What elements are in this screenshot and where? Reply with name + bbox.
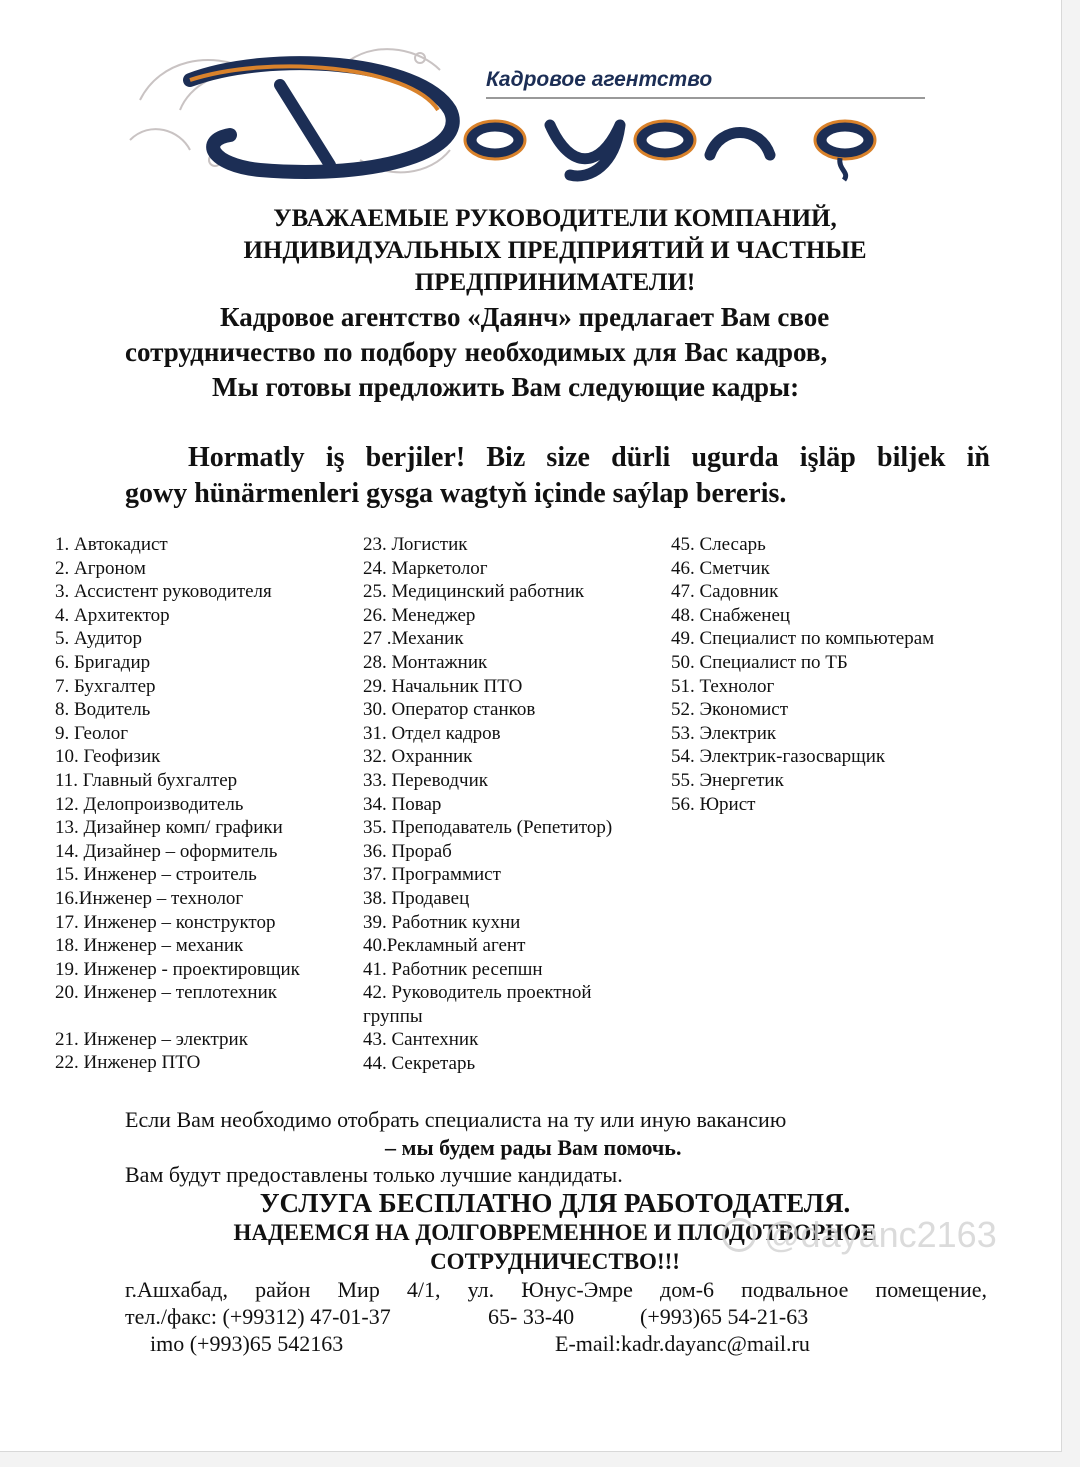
list-item: 33. Переводчик <box>363 769 489 791</box>
list-item: 2. Агроном <box>55 557 146 579</box>
list-item: 48. Снабженец <box>671 604 791 626</box>
free-service-heading: УСЛУГА БЕСПЛАТНО ДЛЯ РАБОТОДАТЕЛЯ. <box>259 1188 851 1218</box>
camera-icon <box>722 1218 756 1252</box>
list-item: 27 .Механик <box>363 628 464 650</box>
list-item: 31. Отдел кадров <box>363 722 501 744</box>
list-item: 24. Маркетолог <box>363 557 488 579</box>
list-item: 11. Главный бухгалтер <box>55 769 238 791</box>
footer-need-text: Если Вам необходимо отобрать специалиста на ту или иную вакансию <box>125 1107 787 1132</box>
list-item: 22. Инженер ПТО <box>55 1052 201 1074</box>
list-item: 25. Медицинский работник <box>363 581 585 603</box>
list-item: 23. Логистик <box>363 534 468 555</box>
list-item: 1. Автокадист <box>55 534 168 555</box>
list-item: 30. Оператор станков <box>363 699 536 721</box>
list-item: 51. Технолог <box>671 675 775 697</box>
footer-best-text: Вам будут предоставлены только лучшие кандидаты. <box>125 1162 623 1187</box>
turkmen-line: gowy hünärmenleri gysga wagtyň içinde saýlap bereris. <box>125 478 787 509</box>
heading-line: ИНДИВИДУАЛЬНЫХ ПРЕДПРИЯТИЙ И ЧАСТНЫЕ <box>243 237 867 264</box>
list-item: 9. Геолог <box>55 722 128 744</box>
list-item: 4. Архитектор <box>55 604 170 626</box>
list-item: 35. Преподаватель (Репетитор) <box>363 817 613 839</box>
list-item: 44. Секретарь <box>363 1053 476 1075</box>
turkmen-line: Hormatly iş berjiler! Biz size dürli ugurda işläp biljek iň <box>188 442 990 473</box>
list-item: 39. Работник кухни <box>363 911 521 933</box>
list-item: 45. Слесарь <box>671 534 766 555</box>
list-item: 47. Садовник <box>671 581 779 603</box>
logo-wordmark-graphic <box>120 40 940 190</box>
list-item: 15. Инженер – строитель <box>55 864 257 886</box>
list-item: 54. Электрик-газосварщик <box>671 746 886 768</box>
heading-line: ПРЕДПРИНИМАТЕЛИ! <box>414 269 696 296</box>
jobs-column-3 <box>671 533 1001 816</box>
watermark <box>722 1212 1067 1258</box>
heading-line: УВАЖАЕМЫЕ РУКОВОДИТЕЛИ КОМПАНИЙ, <box>273 205 837 232</box>
list-item: 38. Продавец <box>363 887 470 909</box>
list-item: 6. Бригадир <box>55 651 151 673</box>
list-item: 32. Охранник <box>363 746 473 768</box>
agency-logo <box>120 40 940 190</box>
turkmen-paragraph <box>125 440 990 512</box>
offer-paragraph <box>125 300 995 405</box>
list-item: 50. Специалист по ТБ <box>671 651 848 673</box>
jobs-column-1 <box>55 533 355 1075</box>
list-item: 28. Монтажник <box>363 651 488 673</box>
list-item: 34. Повар <box>363 793 442 815</box>
list-item: 41. Работник ресепшн <box>363 958 543 980</box>
address-line: г.Ашхабад, район Мир 4/1, ул. Юнус-Эмре дом-6 подвальное помещение, <box>125 1277 987 1302</box>
jobs-column-2 <box>363 533 663 1076</box>
list-item: 56. Юрист <box>671 793 756 815</box>
list-item: 46. Сметчик <box>671 557 770 579</box>
phone-fax: тел./факс: (+99312) 47-01-37 <box>125 1304 391 1329</box>
list-item: 8. Водитель <box>55 699 151 721</box>
list-item: 21. Инженер – электрик <box>55 1028 248 1050</box>
watermark-text: @dayanc2163 <box>764 1214 997 1255</box>
list-item: 36. Прораб <box>363 840 452 862</box>
list-item: 49. Специалист по компьютерам <box>671 628 935 650</box>
offer-line: Кадровое агентство «Даянч» предлагает Вам свое <box>220 302 830 332</box>
footer-glad-text: – мы будем рады Вам помочь. <box>385 1135 682 1160</box>
logo-subtitle: Кадровое агентство <box>486 68 713 91</box>
main-heading <box>150 203 960 299</box>
list-item: 42. Руководитель проектной группы <box>363 982 592 1027</box>
list-item: 53. Электрик <box>671 722 777 744</box>
list-item: 55. Энергетик <box>671 769 784 791</box>
list-item: 12. Делопроизводитель <box>55 793 244 815</box>
imo-contact: imo (+993)65 542163 <box>150 1331 344 1356</box>
list-item: 43. Сантехник <box>363 1029 479 1051</box>
list-item: 40.Рекламный агент <box>363 935 526 957</box>
email-contact: E-mail:kadr.dayanc@mail.ru <box>555 1331 810 1356</box>
cooperation-line: СОТРУДНИЧЕСТВО!!! <box>430 1249 680 1274</box>
phone-3: (+993)65 54-21-63 <box>640 1304 809 1329</box>
phone-2: 65- 33-40 <box>488 1304 575 1329</box>
list-item: 17. Инженер – конструктор <box>55 911 276 933</box>
cooperation-line: НАДЕЕМСЯ НА ДОЛГОВРЕМЕННОЕ И ПЛОДОТВОРНОЕ <box>233 1220 877 1245</box>
list-item: 7. Бухгалтер <box>55 675 156 697</box>
list-item: 10. Геофизик <box>55 746 161 768</box>
list-item: 26. Менеджер <box>363 604 476 626</box>
list-item: 37. Программист <box>363 864 501 886</box>
list-item: 14. Дизайнер – оформитель <box>55 840 278 862</box>
list-item: 16.Инженер – технолог <box>55 887 244 909</box>
list-item: 18. Инженер – механик <box>55 935 244 957</box>
list-item: 29. Начальник ПТО <box>363 675 523 697</box>
list-item: 20. Инженер – теплотехник <box>55 982 277 1004</box>
list-item: 5. Аудитор <box>55 628 142 650</box>
list-item: 3. Ассистент руководителя <box>55 581 272 603</box>
offer-line: Мы готовы предложить Вам следующие кадры: <box>212 372 800 402</box>
list-item: 19. Инженер - проектировщик <box>55 958 300 980</box>
offer-line: сотрудничество по подбору необходимых для Вас кадров, <box>125 337 828 367</box>
list-item: 52. Экономист <box>671 699 789 721</box>
list-item: 13. Дизайнер комп/ графики <box>55 817 283 839</box>
